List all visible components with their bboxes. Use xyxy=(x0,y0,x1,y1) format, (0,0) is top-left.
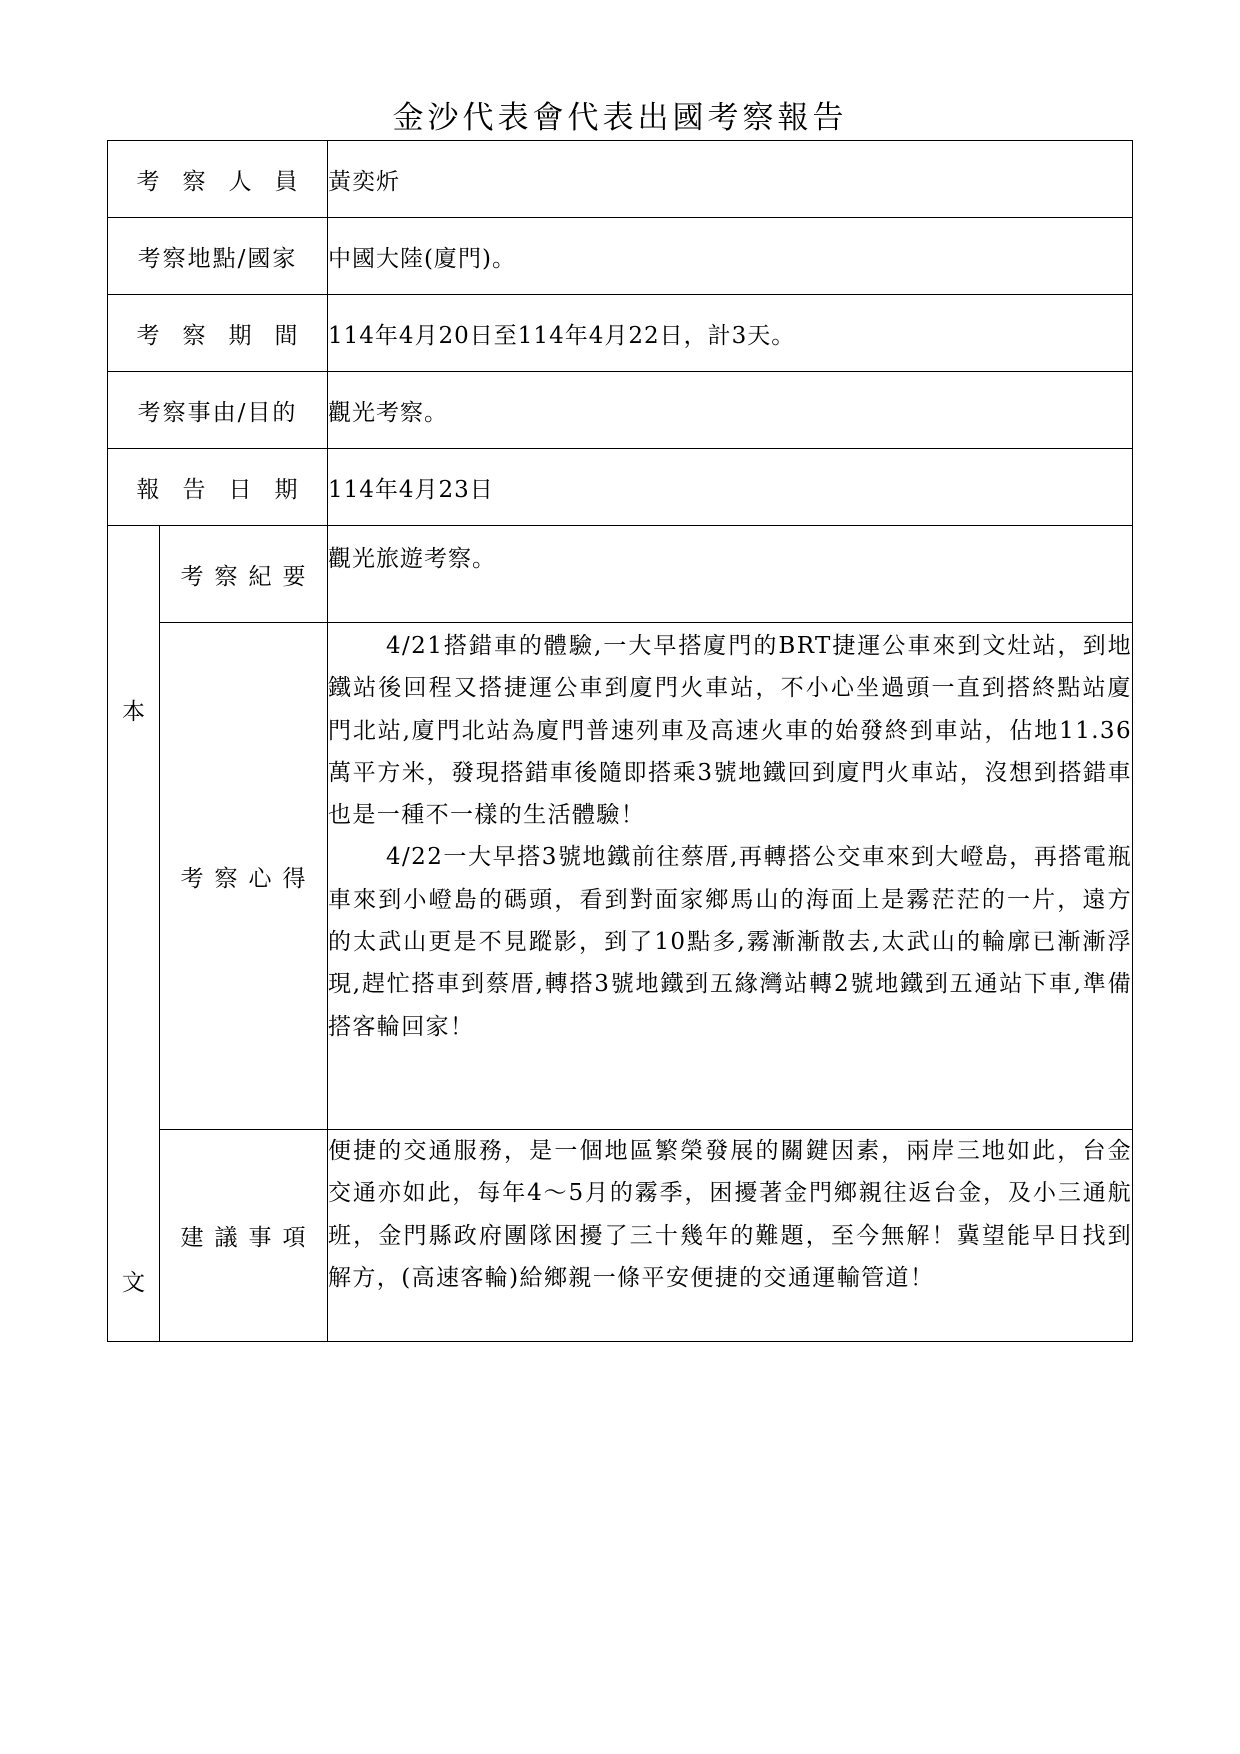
row-suggestions xyxy=(108,1130,1133,1342)
body-side-label-top: 本 xyxy=(122,698,145,725)
insights-value xyxy=(328,623,1133,1130)
row-personnel xyxy=(108,141,1133,218)
suggestions-label: 建議事項 xyxy=(160,1130,328,1342)
suggestions-value xyxy=(328,1130,1133,1342)
row-period xyxy=(108,295,1133,372)
row-insights xyxy=(108,623,1133,1130)
row-purpose xyxy=(108,372,1133,449)
row-location xyxy=(108,218,1133,295)
personnel-label: 考察人員 xyxy=(108,141,328,218)
summary-value: 觀光旅遊考察。 xyxy=(328,526,1133,623)
purpose-value: 觀光考察。 xyxy=(328,372,1133,449)
summary-label: 考察紀要 xyxy=(160,526,328,623)
document-title: 金沙代表會代表出國考察報告 xyxy=(392,100,848,136)
row-summary xyxy=(108,526,1133,623)
location-value: 中國大陸(廈門)。 xyxy=(328,218,1133,295)
report-table xyxy=(107,140,1133,1342)
personnel-value: 黃奕炘 xyxy=(328,141,1133,218)
row-report-date xyxy=(108,449,1133,526)
period-value: 114年4月20日至114年4月22日，計3天。 xyxy=(328,295,1133,372)
insights-paragraph-1: 4/21搭錯車的體驗,一大早搭廈門的BRT捷運公車來到文灶站，到地鐵站後回程又搭捷運公車到廈門火車站，不小心坐過頭一直到搭終點站廈門北站,廈門北站為廈門普速列車及高速火車的始發終到車站，佔地11.36萬平方米，發現搭錯車後隨即搭乘3號地鐵回到廈門火車站，沒想到搭錯車也是一種不一樣的生活體驗！ xyxy=(328,633,1132,829)
location-label: 考察地點/國家 xyxy=(108,218,328,295)
insights-paragraph-2: 4/22一大早搭3號地鐵前往蔡厝,再轉搭公交車來到大嶝島，再搭電瓶車來到小嶝島的碼頭，看到對面家鄉馬山的海面上是霧茫茫的一片，遠方的太武山更是不見蹤影，到了10點多,霧漸漸散去,太武山的輪廓已漸漸浮現,趕忙搭車到蔡厝,轉搭3號地鐵到五緣灣站轉2號地鐵到五通站下車,準備搭客輪回家！ xyxy=(328,844,1132,1040)
insights-label: 考察心得 xyxy=(160,623,328,1130)
purpose-label: 考察事由/目的 xyxy=(108,372,328,449)
body-side-label xyxy=(108,526,160,1342)
period-label: 考察期間 xyxy=(108,295,328,372)
report-date-label: 報告日期 xyxy=(108,449,328,526)
report-date-value: 114年4月23日 xyxy=(328,449,1133,526)
body-side-label-bottom: 文 xyxy=(122,1269,145,1296)
suggestions-text: 便捷的交通服務，是一個地區繁榮發展的關鍵因素，兩岸三地如此，台金交通亦如此，每年4～5月的霧季，困擾著金門鄉親往返台金，及小三通航班，金門縣政府團隊困擾了三十幾年的難題，至今無解！冀望能早日找到解方，(高速客輪)給鄉親一條平安便捷的交通運輸管道！ xyxy=(328,1138,1132,1291)
